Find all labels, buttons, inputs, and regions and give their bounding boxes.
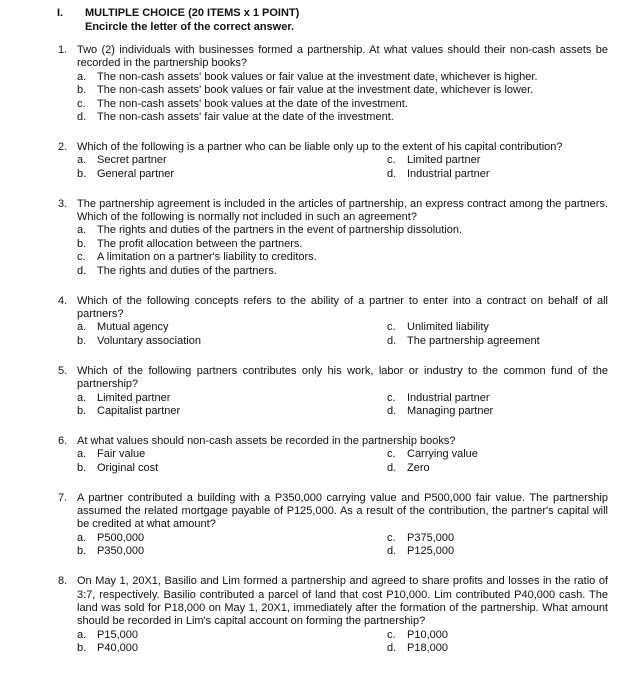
option-text: P15,000	[97, 628, 138, 641]
option-text: Managing partner	[407, 404, 494, 417]
option-text: Unlimited liability	[407, 321, 489, 334]
answer-option[interactable]	[77, 224, 608, 237]
answer-option[interactable]	[387, 321, 608, 334]
question-number: 7.	[58, 491, 68, 504]
option-letter: a.	[77, 448, 87, 461]
answer-option[interactable]	[387, 642, 608, 655]
question-text: Which of the following is a partner who can be liable only up to the extent of his capital contribution?	[77, 140, 563, 153]
answer-options	[77, 321, 608, 348]
answer-option[interactable]	[387, 392, 608, 405]
question-text: The partnership agreement is included in the articles of partnership, an express contract among the partners. Which of the following is normally not included in such an agreement?	[77, 197, 608, 224]
option-text: Voluntary association	[97, 334, 201, 347]
question-item	[58, 295, 608, 349]
option-text: The partnership agreement	[407, 334, 540, 347]
question-item	[58, 575, 608, 655]
option-text: Zero	[407, 461, 430, 474]
option-letter: b.	[77, 334, 87, 347]
answer-option[interactable]	[387, 335, 608, 348]
option-text: A limitation on a partner's liability to creditors.	[97, 251, 317, 264]
option-letter: c.	[387, 154, 396, 167]
answer-option[interactable]	[77, 392, 387, 405]
question-number: 6.	[58, 434, 68, 447]
answer-option[interactable]	[387, 405, 608, 418]
option-text: P350,000	[97, 545, 145, 558]
question-text: At what values should non-cash assets be recorded in the partnership books?	[77, 434, 456, 447]
answer-option[interactable]	[77, 545, 387, 558]
question-item	[58, 435, 608, 475]
option-letter: c.	[387, 391, 396, 404]
option-text: P18,000	[407, 642, 448, 655]
option-text: P10,000	[407, 628, 448, 641]
answer-option[interactable]	[77, 168, 387, 181]
answer-option[interactable]	[387, 629, 608, 642]
answer-option[interactable]	[387, 545, 608, 558]
answer-options	[77, 71, 608, 125]
answer-option[interactable]	[387, 448, 608, 461]
question-number: 8.	[58, 575, 68, 588]
option-text: The rights and duties of the partners in the event of partnership dissolution.	[97, 224, 463, 237]
question-item	[58, 365, 608, 419]
answer-option[interactable]	[77, 84, 608, 97]
option-text: The non-cash assets' fair value at the date of the investment.	[97, 111, 394, 124]
answer-option[interactable]	[387, 532, 608, 545]
answer-option[interactable]	[77, 238, 608, 251]
section-title: MULTIPLE CHOICE (20 ITEMS x 1 POINT)	[85, 7, 300, 19]
option-text: General partner	[97, 167, 175, 180]
answer-options	[77, 154, 608, 181]
option-letter: a.	[77, 70, 87, 83]
answer-option[interactable]	[77, 154, 387, 167]
option-letter: b.	[77, 84, 87, 97]
option-letter: a.	[77, 224, 87, 237]
option-text: The non-cash assets' book values or fair value at the investment date, whichever is higher.	[97, 70, 538, 83]
option-letter: a.	[77, 391, 87, 404]
option-letter: d.	[387, 334, 397, 347]
option-letter: b.	[77, 237, 87, 250]
answer-option[interactable]	[77, 265, 608, 278]
option-letter: c.	[387, 321, 396, 334]
option-text: P125,000	[407, 545, 455, 558]
question-number: 3.	[58, 197, 68, 210]
option-letter: c.	[387, 448, 396, 461]
question-text: A partner contributed a building with a P350,000 carrying value and P500,000 fair value. The partnership assumed the related mortgage payable of P125,000. As a result of the contribution, the partner's capital will be credited at what amount?	[77, 491, 608, 531]
option-text: The non-cash assets' book values at the date of the investment.	[97, 97, 408, 110]
option-text: The profit allocation between the partners.	[97, 237, 303, 250]
answer-options	[77, 448, 608, 475]
option-text: P40,000	[97, 642, 138, 655]
answer-option[interactable]	[77, 629, 387, 642]
answer-options	[77, 629, 608, 656]
option-letter: d.	[387, 642, 397, 655]
option-letter: a.	[77, 321, 87, 334]
question-item	[58, 141, 608, 181]
option-text: Industrial partner	[407, 391, 490, 404]
option-letter: c.	[387, 531, 396, 544]
answer-option[interactable]	[77, 642, 387, 655]
option-text: Limited partner	[407, 154, 481, 167]
option-text: Original cost	[97, 461, 159, 474]
option-letter: d.	[77, 111, 87, 124]
option-letter: b.	[77, 167, 87, 180]
option-letter: d.	[77, 264, 87, 277]
answer-option[interactable]	[77, 98, 608, 111]
option-text: Mutual agency	[97, 321, 169, 334]
option-text: Carrying value	[407, 448, 478, 461]
answer-option[interactable]	[77, 335, 387, 348]
question-number: 2.	[58, 140, 68, 153]
option-text: The rights and duties of the partners.	[97, 264, 277, 277]
option-text: The non-cash assets' book values or fair value at the investment date, whichever is lower.	[97, 84, 534, 97]
option-letter: b.	[77, 404, 87, 417]
section-instruction: Encircle the letter of the correct answer.	[85, 21, 295, 33]
answer-option[interactable]	[77, 111, 608, 124]
question-number: 1.	[58, 44, 68, 56]
option-text: P500,000	[97, 531, 145, 544]
question-item	[58, 44, 608, 124]
option-letter: a.	[77, 628, 87, 641]
answer-option[interactable]	[77, 251, 608, 264]
answer-option[interactable]	[387, 168, 608, 181]
answer-option[interactable]	[77, 71, 608, 84]
question-item	[58, 492, 608, 559]
option-letter: c.	[387, 628, 396, 641]
option-text: P375,000	[407, 531, 455, 544]
answer-option[interactable]	[77, 405, 387, 418]
option-letter: d.	[387, 404, 397, 417]
question-number: 4.	[58, 294, 68, 307]
answer-options	[77, 392, 608, 419]
question-text: On May 1, 20X1, Basilio and Lim formed a partnership and agreed to share profits and losses in the ratio of 3:7, respectively. Basilio contributed a parcel of land that cost P10,000. Lim contributed P40,000 cash. The land was sold for P18,000 on May 1, 20X1, immediately after the formation of the partnership. What amount should be recorded in Lim's capital account on forming the partnership?	[77, 575, 608, 628]
question-text: Which of the following concepts refers to the ability of a partner to enter into a contract on behalf of all partners?	[77, 294, 608, 320]
answer-option[interactable]	[77, 448, 387, 461]
option-letter: b.	[77, 642, 87, 655]
question-text: Two (2) individuals with businesses formed a partnership. At what values should their non-cash assets be recorded in the partnership books?	[77, 44, 608, 70]
option-letter: a.	[77, 154, 87, 167]
question-list	[58, 44, 608, 672]
option-text: Secret partner	[97, 154, 167, 167]
option-letter: d.	[387, 545, 397, 558]
option-letter: b.	[77, 545, 87, 558]
option-letter: c.	[77, 97, 86, 110]
answer-option[interactable]	[387, 462, 608, 475]
answer-option[interactable]	[77, 462, 387, 475]
section-number: I.	[57, 7, 64, 19]
option-letter: c.	[77, 251, 86, 264]
answer-option[interactable]	[387, 154, 608, 167]
option-text: Fair value	[97, 448, 146, 461]
option-letter: d.	[387, 167, 397, 180]
answer-option[interactable]	[77, 532, 387, 545]
option-letter: d.	[387, 461, 397, 474]
answer-options	[77, 532, 608, 559]
option-text: Industrial partner	[407, 167, 490, 180]
option-letter: a.	[77, 531, 87, 544]
option-text: Capitalist partner	[97, 404, 181, 417]
question-number: 5.	[58, 364, 68, 377]
option-text: Limited partner	[97, 391, 171, 404]
option-letter: b.	[77, 461, 87, 474]
answer-options	[77, 224, 608, 278]
answer-option[interactable]	[77, 321, 387, 334]
question-item	[58, 198, 608, 278]
question-text: Which of the following partners contributes only his work, labor or industry to the common fund of the partnership?	[77, 364, 608, 391]
